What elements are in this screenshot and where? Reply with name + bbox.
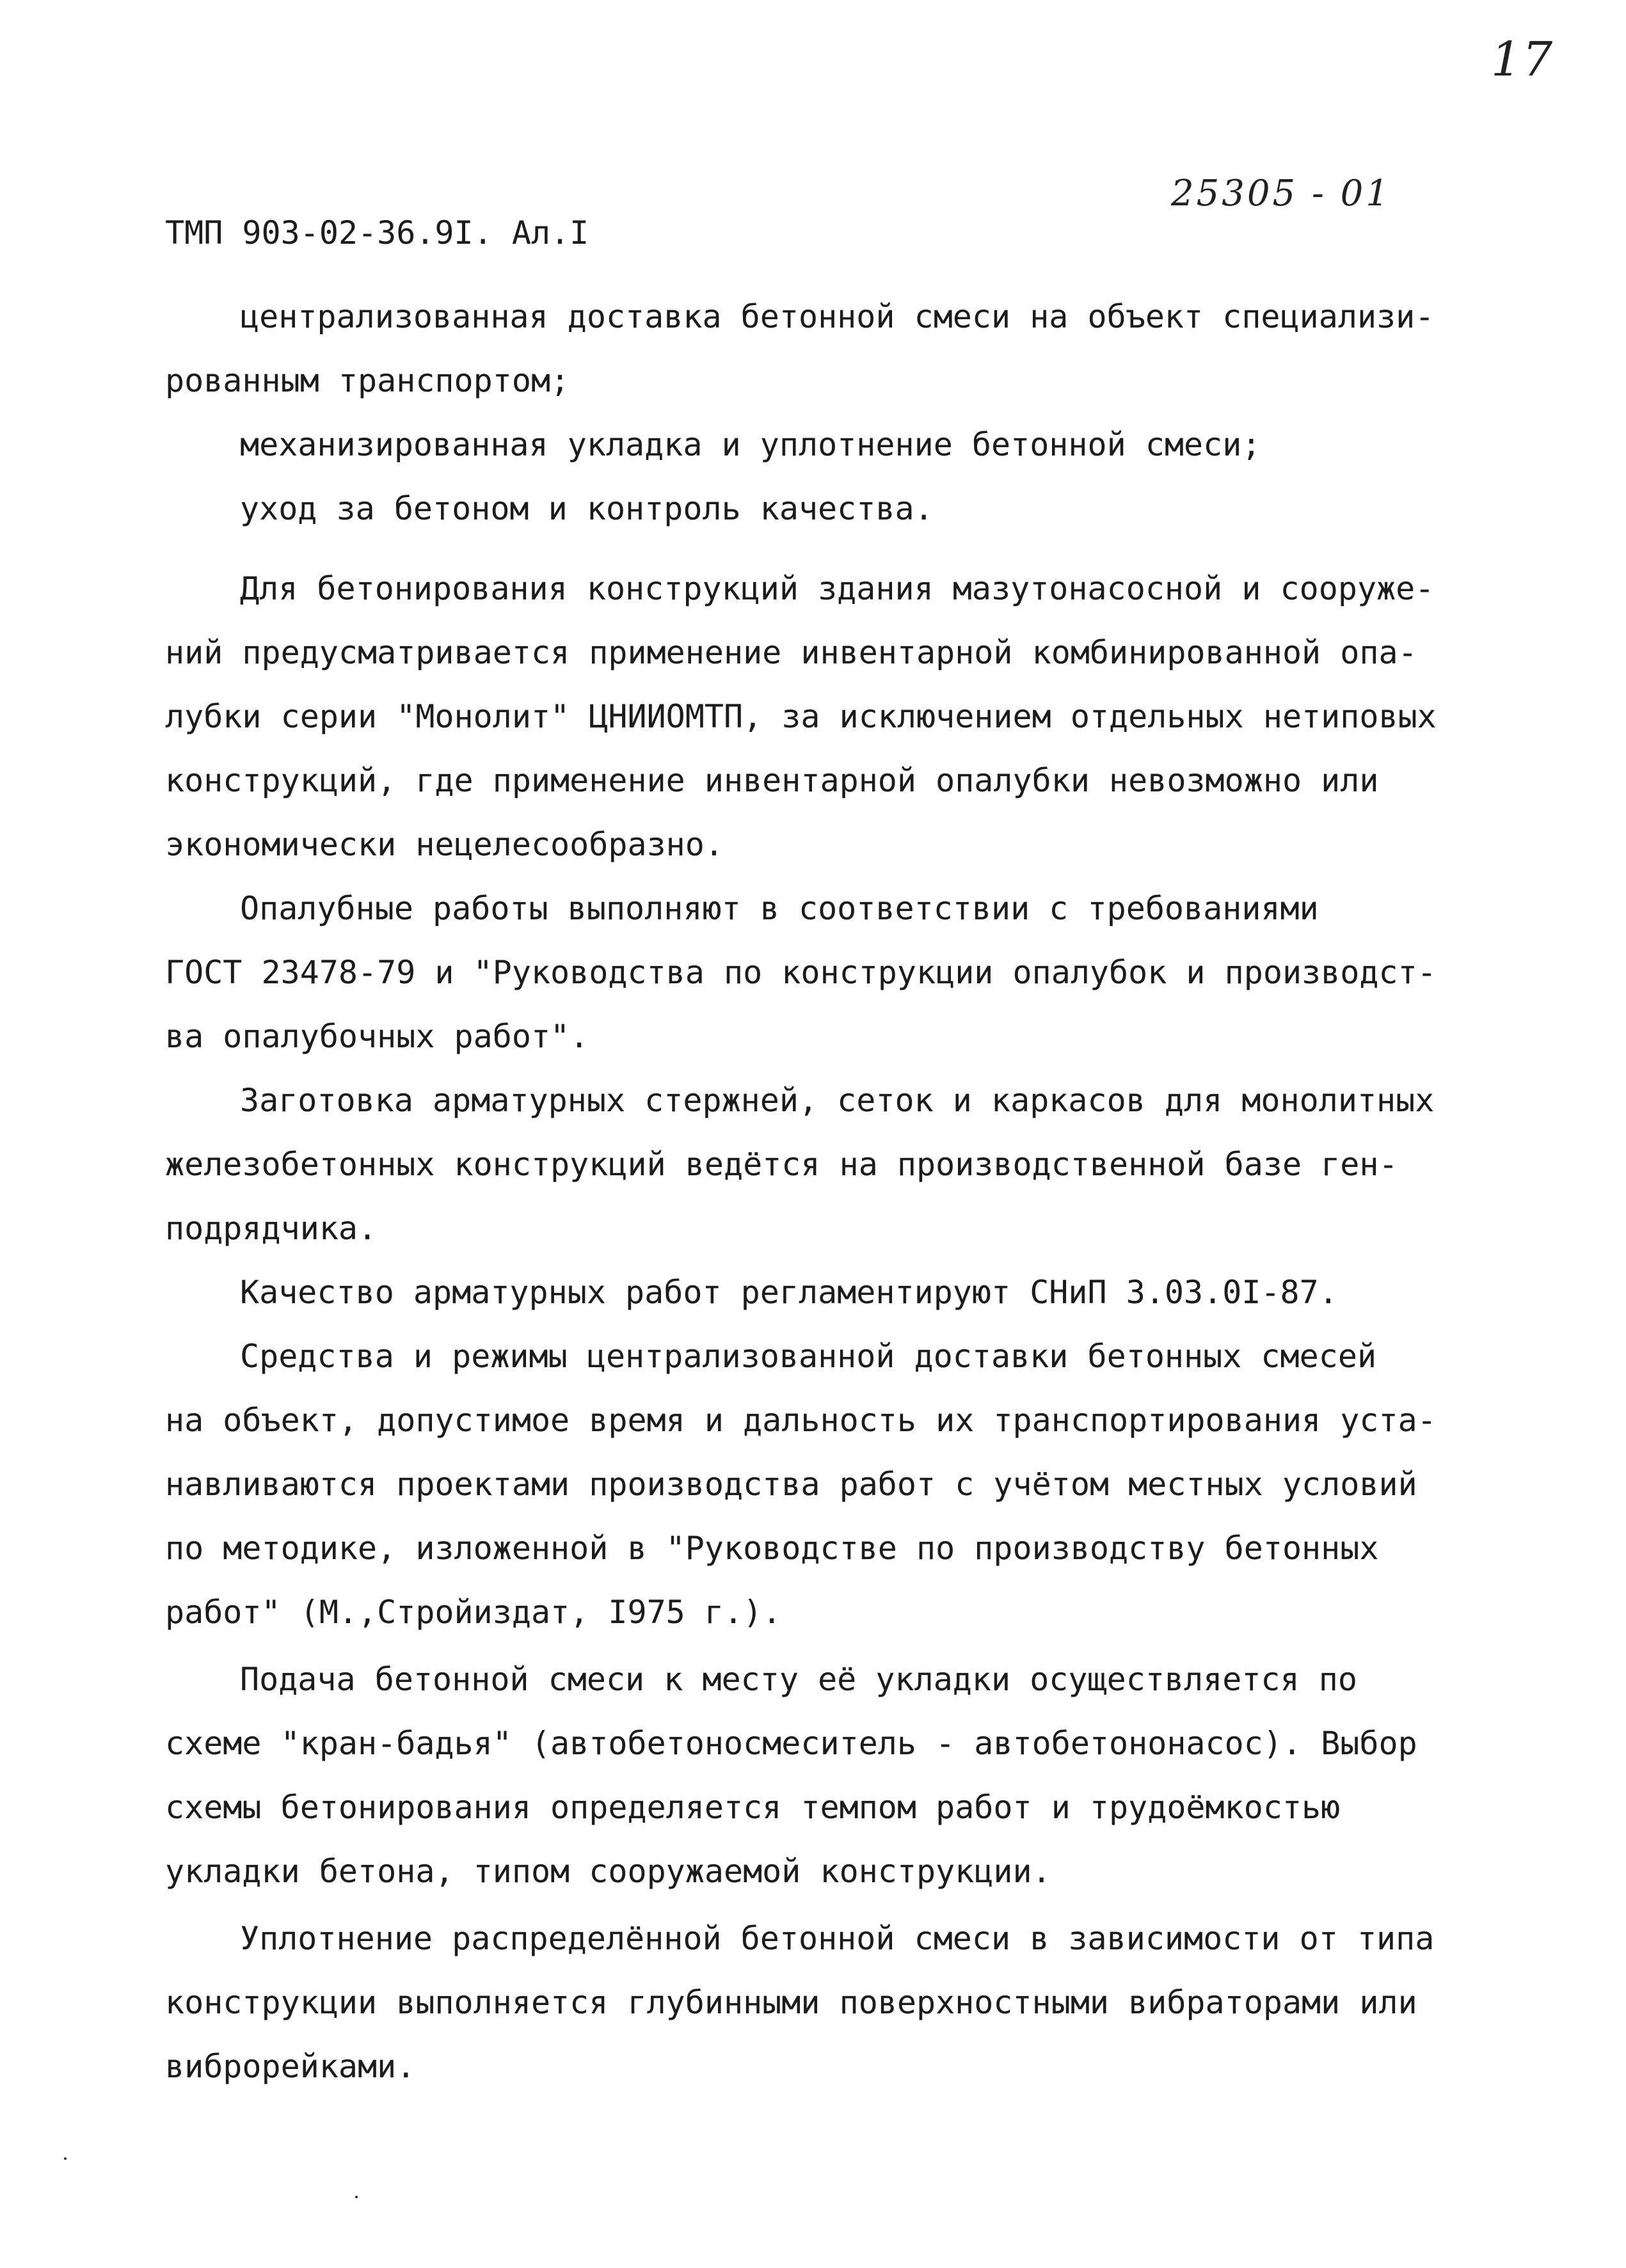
text-line: централизованная доставка бетонной смеси на объект специализи- <box>240 298 1435 335</box>
text-line: Опалубные работы выполняют в соответствии с требованиями <box>240 890 1319 927</box>
text-line: навливаются проектами производства работ с учётом местных условий <box>165 1466 1417 1503</box>
text-line: ний предусматривается применение инвентарной комбинированной опа- <box>165 634 1417 671</box>
text-line: виброрейками. <box>165 2048 416 2085</box>
text-line: схемы бетонирования определяется темпом работ и трудоёмкостью <box>165 1789 1341 1826</box>
text-line: конструкции выполняется глубинными поверхностными вибраторами или <box>165 1984 1417 2021</box>
text-line: подрядчика. <box>165 1210 378 1247</box>
scan-speck <box>64 2157 67 2160</box>
text-line: Качество арматурных работ регламентируют СНиП 3.03.0I-87. <box>240 1274 1338 1311</box>
text-line: ва опалубочных работ". <box>165 1018 589 1055</box>
text-line: работ" (М.,Стройиздат, I975 г.). <box>165 1594 782 1631</box>
text-line: схеме "кран-бадья" (автобетоносмеситель - автобетононасос). Выбор <box>165 1725 1417 1762</box>
text-line: Для бетонирования конструкций здания мазутонасосной и сооруже- <box>240 570 1435 607</box>
text-line: Подача бетонной смеси к месту её укладки осуществляется по <box>240 1661 1357 1698</box>
text-line: лубки серии "Монолит" ЦНИИОМТП, за исключением отдельных нетиповых <box>165 698 1437 735</box>
text-line: на объект, допустимое время и дальность их транспортирования уста- <box>165 1402 1437 1439</box>
text-line: уход за бетоном и контроль качества. <box>240 490 934 527</box>
text-line: механизированная укладка и уплотнение бетонной смеси; <box>240 426 1261 463</box>
text-line: укладки бетона, типом сооружаемой конструкции. <box>165 1853 1051 1890</box>
text-line: Средства и режимы централизованной доставки бетонных смесей <box>240 1338 1377 1375</box>
text-line: Уплотнение распределённой бетонной смеси в зависимости от типа <box>240 1920 1435 1957</box>
text-line: по методике, изложенной в "Руководстве по производству бетонных <box>165 1530 1379 1567</box>
text-line: рованным транспортом; <box>165 362 570 399</box>
text-line: ГОСТ 23478-79 и "Руководства по конструкции опалубок и производст- <box>165 954 1437 991</box>
text-line: экономически нецелесообразно. <box>165 826 724 863</box>
page-number: 17 <box>1491 32 1554 87</box>
text-line: Заготовка арматурных стержней, сеток и каркасов для монолитных <box>240 1082 1435 1119</box>
scan-speck <box>355 2196 358 2198</box>
text-line: конструкций, где применение инвентарной опалубки невозможно или <box>165 762 1379 799</box>
document-code: ТМП 903-02-36.9I. Ал.I <box>165 214 589 251</box>
archive-number: 25305 - 01 <box>1171 173 1391 214</box>
text-line: железобетонных конструкций ведётся на производственной базе ген- <box>165 1146 1398 1183</box>
